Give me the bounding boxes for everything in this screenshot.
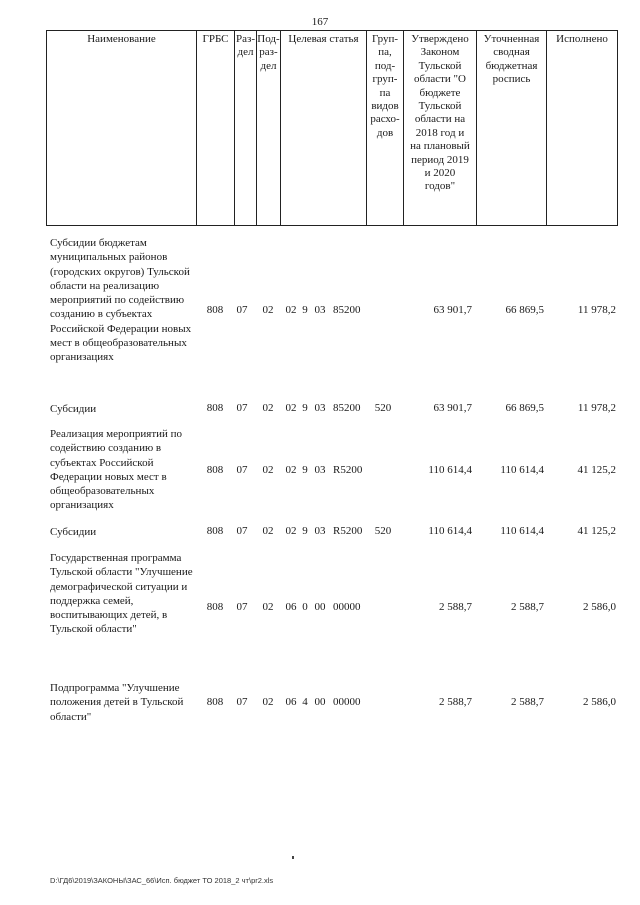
row-grbs: 808: [206, 601, 224, 613]
row-target-event: 00: [314, 696, 326, 708]
row-refined: 66 869,5: [505, 304, 544, 316]
table-row: [0, 681, 640, 727]
row-grbs: 808: [206, 464, 224, 476]
row-target-direction: 00000: [333, 601, 361, 613]
table-row: [0, 525, 640, 543]
row-name: Реализация мероприятий по содействию созданию в субъектах Российской Федерации новых мест в общеобразовательных организациях: [50, 428, 183, 512]
row-refined: 2 588,7: [511, 601, 544, 613]
col-border: [546, 30, 547, 226]
row-refined: 66 869,5: [505, 402, 544, 414]
row-podrazdel: 02: [262, 402, 274, 414]
header-refined: Уточненная сводная бюджетная роспись: [483, 33, 540, 86]
row-grbs: 808: [206, 304, 224, 316]
row-approved: 110 614,4: [428, 525, 472, 537]
row-razdel: 07: [236, 402, 248, 414]
header-bottom-border: [46, 225, 618, 226]
row-expense-group: 520: [374, 402, 392, 414]
table-row: [0, 551, 640, 663]
row-target-subprogram: 9: [302, 464, 308, 476]
row-target-program: 02: [285, 304, 297, 316]
row-refined: 2 588,7: [511, 696, 544, 708]
col-border: [46, 30, 47, 226]
row-approved: 2 588,7: [439, 601, 472, 613]
table-row: [0, 427, 640, 517]
row-name: Субсидии: [50, 403, 97, 415]
row-executed: 11 978,2: [577, 304, 616, 316]
table-row: [0, 402, 640, 420]
row-name: Субсидии бюджетам муниципальных районов (городских округов) Тульской области на реализацию мероприятий по содействию созданию в субъектах Российской Федерации новых мест в общеобразовательных организациях: [50, 237, 192, 364]
col-border: [196, 30, 197, 226]
row-target-direction: 85200: [333, 304, 361, 316]
table-row: [0, 236, 640, 386]
scan-speck: [292, 856, 294, 859]
row-target-direction: R5200: [333, 464, 363, 476]
row-razdel: 07: [236, 601, 248, 613]
row-name: Государственная программа Тульской области "Улучшение демографической ситуации и поддержка семей, воспитывающих детей, в Тульской области": [50, 552, 193, 636]
header-razdel: Раз- дел: [235, 33, 255, 59]
row-executed: 41 125,2: [577, 464, 616, 476]
row-approved: 63 901,7: [433, 402, 472, 414]
row-podrazdel: 02: [262, 304, 274, 316]
row-approved: 63 901,7: [433, 304, 472, 316]
row-podrazdel: 02: [262, 696, 274, 708]
header-target-article: Целевая статья: [288, 33, 359, 45]
row-target-event: 03: [314, 464, 326, 476]
row-executed: 11 978,2: [577, 402, 616, 414]
header-podrazdel: Под- раз- дел: [257, 33, 280, 72]
row-podrazdel: 02: [262, 525, 274, 537]
row-target-program: 02: [285, 525, 297, 537]
row-target-subprogram: 9: [302, 304, 308, 316]
row-executed: 2 586,0: [583, 601, 616, 613]
row-target-subprogram: 4: [302, 696, 308, 708]
header-grbs: ГРБС: [202, 33, 229, 45]
row-target-program: 02: [285, 464, 297, 476]
row-approved: 110 614,4: [428, 464, 472, 476]
row-expense-group: 520: [374, 525, 392, 537]
row-target-event: 03: [314, 402, 326, 414]
row-name: Субсидии: [50, 526, 97, 538]
row-refined: 110 614,4: [500, 525, 544, 537]
col-border: [280, 30, 281, 226]
row-target-direction: R5200: [333, 525, 363, 537]
row-target-program: 06: [285, 601, 297, 613]
row-approved: 2 588,7: [439, 696, 472, 708]
header-name: Наименование: [87, 33, 156, 45]
col-border: [617, 30, 618, 226]
row-target-subprogram: 0: [302, 601, 308, 613]
header-top-border: [46, 30, 618, 31]
row-refined: 110 614,4: [500, 464, 544, 476]
row-target-event: 03: [314, 525, 326, 537]
row-executed: 2 586,0: [583, 696, 616, 708]
row-razdel: 07: [236, 464, 248, 476]
table-header: [46, 30, 618, 226]
row-name: Подпрограмма "Улучшение положения детей в Тульской области": [50, 682, 184, 723]
row-target-subprogram: 9: [302, 525, 308, 537]
row-target-program: 06: [285, 696, 297, 708]
row-podrazdel: 02: [262, 464, 274, 476]
row-target-program: 02: [285, 402, 297, 414]
row-target-subprogram: 9: [302, 402, 308, 414]
row-grbs: 808: [206, 696, 224, 708]
row-razdel: 07: [236, 304, 248, 316]
row-grbs: 808: [206, 402, 224, 414]
row-grbs: 808: [206, 525, 224, 537]
header-expense-group: Груп- па, под- груп- па видов расхо- дов: [370, 33, 400, 139]
row-podrazdel: 02: [262, 601, 274, 613]
row-razdel: 07: [236, 525, 248, 537]
header-executed: Исполнено: [556, 33, 608, 45]
row-executed: 41 125,2: [577, 525, 616, 537]
row-target-event: 03: [314, 304, 326, 316]
row-target-event: 00: [314, 601, 326, 613]
page-number: 167: [311, 16, 329, 28]
row-target-direction: 00000: [333, 696, 361, 708]
row-razdel: 07: [236, 696, 248, 708]
row-target-direction: 85200: [333, 402, 361, 414]
header-approved: Утверждено Законом Тульской области "О бюджете Тульской области на 2018 год и на плановый период 2019 и 2020 годов": [410, 33, 470, 193]
footer-file-path: D:\ГД6\2019\ЗАКОНЫ\ЗАС_66\Исп. бюджет ТО 2018_2 чт\pr2.xls: [50, 876, 274, 885]
